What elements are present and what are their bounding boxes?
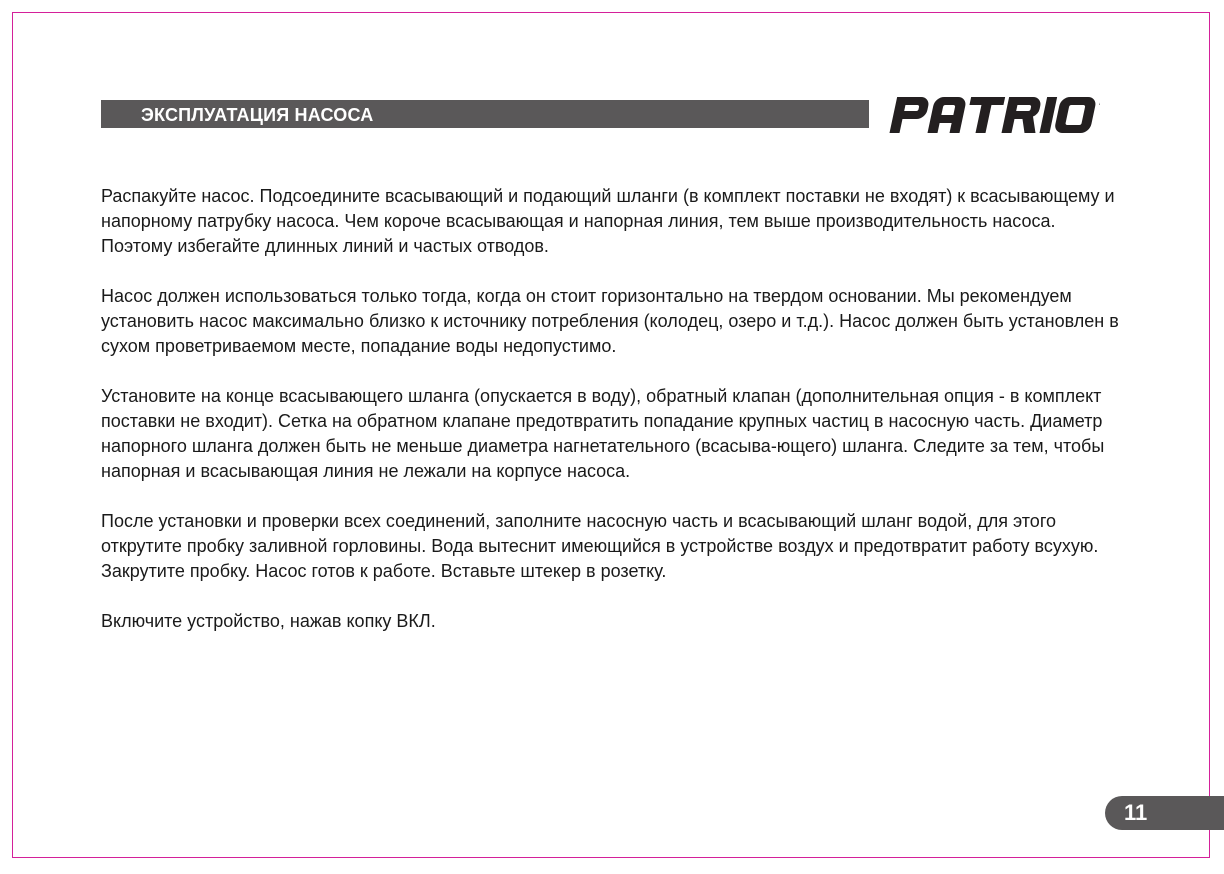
paragraph: Насос должен использоваться только тогда, когда он стоит горизонтально на твердом основании. Мы рекомендуем установить насос максимально близко к источнику потребления (колодец, озеро и т.д.). Насос должен быть установлен в сухом проветриваемом месте, попадание воды недопустимо. xyxy=(101,286,1119,356)
instructions-body xyxy=(101,184,1121,659)
paragraph: После установки и проверки всех соединений, заполните насосную часть и всасывающий шланг водой, для этого открутите пробку заливной горловины. Вода вытеснит имеющийся в устройстве воздух и предотвратит работу всухую. Закрутите пробку. Насос готов к работе. Вставьте штекер в розетку. xyxy=(101,511,1099,581)
page-number: 11 xyxy=(1124,800,1148,825)
paragraph: Распакуйте насос. Подсоедините всасывающий и подающий шланги (в комплект поставки не входят) к всасывающему и напорному патрубку насоса. Чем короче всасывающая и напорная линия, тем выше производительность насоса. Поэтому избегайте длинных линий и частых отводов. xyxy=(101,186,1115,256)
paragraph: Включите устройство, нажав копку ВКЛ. xyxy=(101,611,436,631)
patriot-logo xyxy=(884,93,1100,137)
section-title: ЭКСПЛУАТАЦИЯ НАСОСА xyxy=(141,105,374,125)
page-number-tab xyxy=(1105,796,1224,830)
paragraph: Установите на конце всасывающего шланга (опускается в воду), обратный клапан (дополнительная опция - в комплект поставки не входит). Сетка на обратном клапане предотвратить попадание крупных частиц в насосную часть. Диаметр напорного шланга должен быть не меньше диаметра нагнетательного (всасыва-ющего) шланга. Следите за тем, чтобы напорная и всасывающая линия не лежали на корпусе насоса. xyxy=(101,386,1105,481)
section-title-bar xyxy=(101,100,869,128)
